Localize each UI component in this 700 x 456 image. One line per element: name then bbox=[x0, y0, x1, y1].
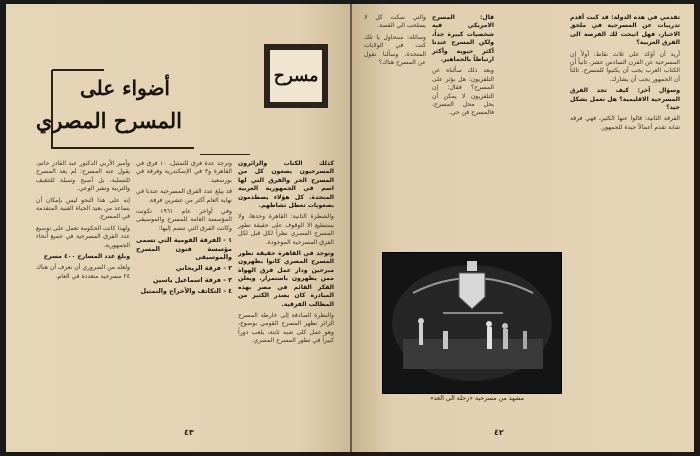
text-column-left bbox=[36, 160, 130, 284]
paragraph: والتي سكت كل لا يسلحب الي القصة. bbox=[364, 14, 426, 30]
stage-scene-image bbox=[383, 253, 561, 393]
title-line-1: أضواء على bbox=[79, 76, 170, 100]
paragraph: وترجد عدة فرق للتمثيل، ١٠ فرق في القاهرة و٣ في الإسكندرية وفرقة في بورسعيد. bbox=[136, 160, 233, 184]
paragraph: وتوجد في القاهرة حقيقة تطور المسرح المصري كانوا بظهرون مبرحين ودار عمل فرق الهواة ممن يظهرون باستمرار. ويعلن الفكر القائم في مصر بهذه المبادرة كان يصدر الكثير من المطالب الفرقية. bbox=[238, 250, 334, 308]
paragraph: كذلك الكتاب والزائرون المسرحيون يصعون كل من المسرح الحر والفرق التي لها اسم في الجمهورية العربية المتحدة. كل هؤلاء يصطدمون بصعوبات تعطل نشاطهم. bbox=[238, 160, 334, 210]
article-title bbox=[35, 64, 196, 156]
paragraph: والشطرة الثانية: القاهرة وحدها، ولا يستطيع الا الوقوف على حقيقة تطور المسرح المصري نظراً لكل قبل لكل الفرق المسرحية الموجودة. bbox=[238, 213, 334, 246]
highlight-line: وبلغ عدد المسارح ٤٠٠ مسرح bbox=[43, 253, 130, 261]
title-rule bbox=[200, 154, 250, 155]
paragraph: وبعد ذلك سألناه عن التلفزيون: هل يؤثر على المسرح؟ فقال: إن التلفزيون لا يمكن أن يحل محل المسرح، فالمسرح فن حي. bbox=[432, 67, 494, 117]
magazine-spread bbox=[6, 4, 694, 452]
title-line-2: المسرح المصري bbox=[35, 108, 182, 133]
text-column-a bbox=[364, 14, 426, 70]
paragraph: تقدمي في هذه الدولة: قد كنت أقدم تدريبات عن المسرحية في ملحق الاخبار، فهل اتيحت لك الفرصة الى الفرق العربية؟ bbox=[570, 14, 680, 47]
right-page bbox=[352, 4, 694, 452]
paragraph: أريد أن أؤكد على ثلاث نقاط: أولاً إن المسرحية عن القرن السادس عشر. ثانياً أن الكتاب العرب يجب أن يكتبوا للمسرح. ثالثاً أن الجمهور يجب أن يشارك. bbox=[570, 50, 680, 83]
text-column-c bbox=[570, 14, 680, 135]
paragraph: ولعله من الضروري أن نعرف أن هناك ٢٤ مسرحية متعددة في العام. bbox=[36, 264, 130, 280]
page-number: ٤٣ bbox=[184, 428, 194, 437]
troupe-item: ٣ - فرقة اسماعيل ياسين bbox=[153, 275, 232, 284]
troupe-item: ٤ - التكاتف والأخراج والتمثيل bbox=[140, 287, 232, 296]
paragraph: وسؤال آخر: كيف تجد الفرق المسرحية الاقليمية؟ هل تعمل بشكل جيد؟ bbox=[570, 87, 680, 112]
left-page bbox=[6, 4, 350, 452]
paragraph: قد يبلغ عدد الفرق المسرحية عندنا في نهاية العام أكثر من عشرين فرقة. bbox=[136, 188, 232, 204]
paragraph: ولهذا كانت الحكومة تعمل على توسيع عدد الفرق المسرحية في جميع أنحاء الجمهورية. bbox=[36, 224, 130, 249]
troupe-item: ١ - الفرقة القومية التي تسمى مؤسسة فنون المسرح والموسيقى bbox=[136, 236, 232, 262]
text-column-b bbox=[432, 14, 494, 121]
troupe-item: ٢ - فرقة الريحاني bbox=[175, 264, 232, 273]
photo-caption: مشهد من مسرحية «رحلة الى الغد» bbox=[429, 395, 525, 402]
paragraph: وسائلة: سنحاول يا تلك كنت في الولايات المتحدة، وسألنا نقول عن المسرح هناك؟ bbox=[364, 33, 426, 67]
paragraph: وأمير الأربي الدكتور عبد القادر حاتم، يقول عنه المسرح: لم يعد المسرح للتسلية، بل أصبح وسيلة للتثقيف والتربية ونشر الوعي. bbox=[36, 160, 130, 193]
paragraph: وفي أواخر عام ١٩٦١ تكونت المؤسسة العامة للمسرح والموسيقى وكانت الفرق التي تنضم إليها: bbox=[136, 208, 232, 232]
text-column-right bbox=[238, 160, 334, 349]
paragraph: الفرقة الثانية: قالوا عنها الكثير، فهي فرقة شابة تقدم أعمالاً جيدة للجمهور. bbox=[570, 115, 680, 131]
paragraph: قال: المسرح الامريكي فيه شخصيات كبيرة جداً، ولكن المسرح عندنا أكثر حيوية وأكثر ارتباطاً بالجماهير. bbox=[432, 14, 494, 64]
paragraph: إنه على هذا النحو ليس بإمكان أن يساعد من بعيد الحياة الفنية المتقدمة في المسرح. bbox=[36, 196, 130, 221]
stage-photo bbox=[382, 252, 562, 394]
masthead-label: مسرح bbox=[270, 50, 322, 102]
page-number: ٤٢ bbox=[494, 428, 504, 437]
section-masthead bbox=[264, 44, 328, 108]
text-column-middle bbox=[136, 160, 232, 299]
paragraph: والنظرة الصادقة إلى خارطة المسرح الزائر تظهر المسرح القومي بوضوح، وهو عمل كلى شبه ثابتة، يلعب دوراً كبيراً في تطور المسرح المصري. bbox=[238, 311, 334, 345]
